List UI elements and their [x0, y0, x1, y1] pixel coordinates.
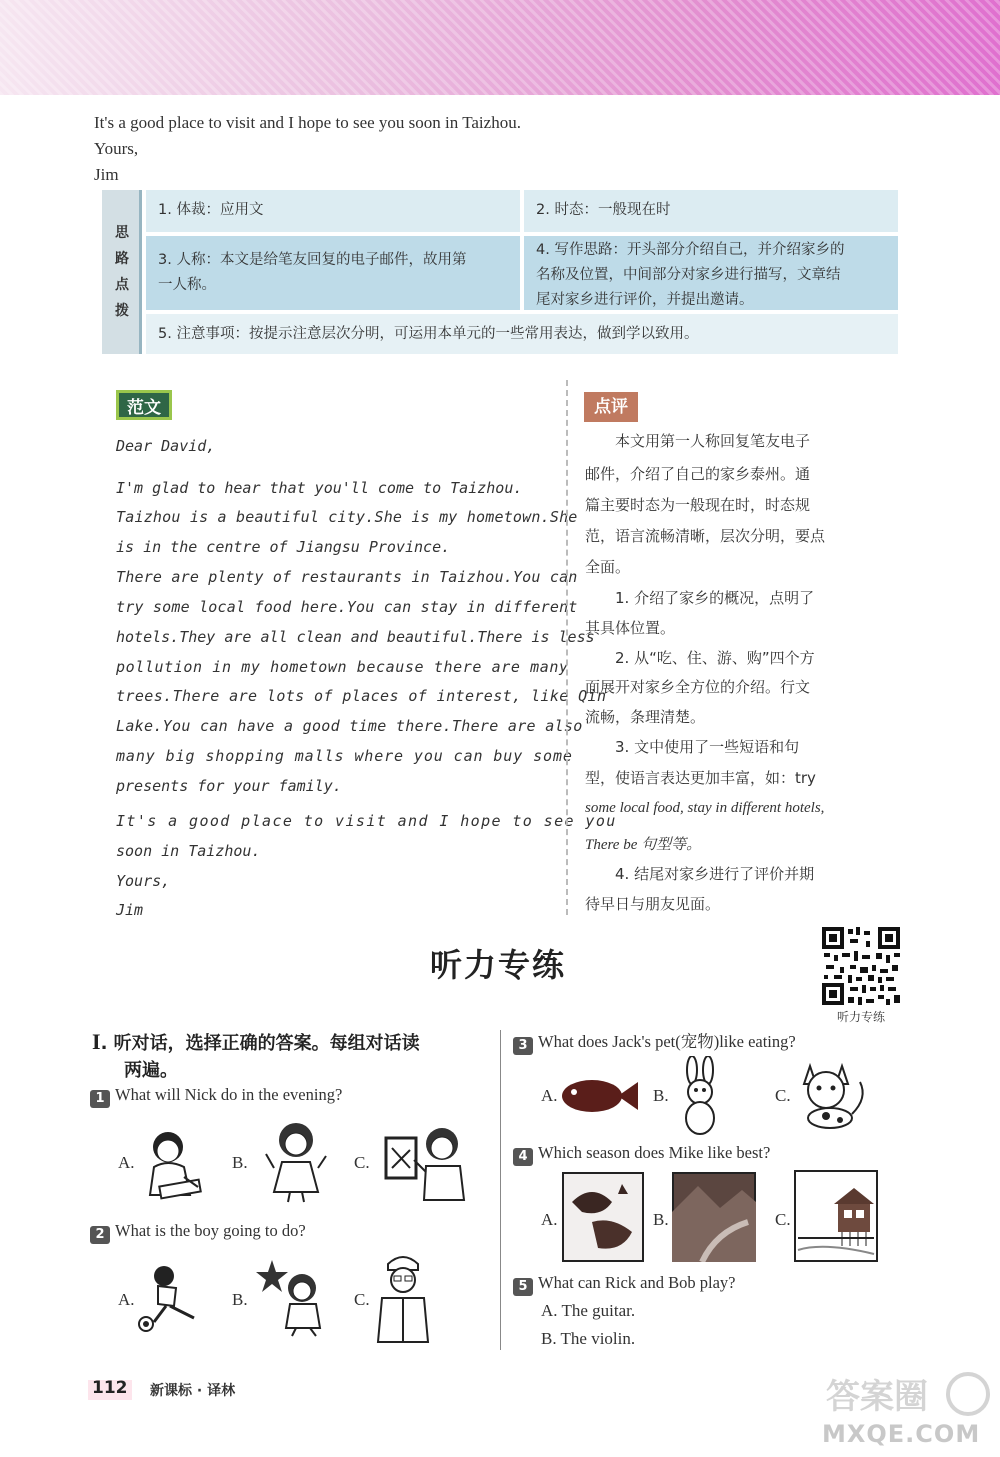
question-text: What will Nick do in the evening?: [115, 1085, 343, 1104]
essay-line: Lake.You can have a good time there.There are also: [116, 717, 583, 735]
tip-idea-line: 名称及位置，中间部分对家乡进行描写，文章结: [536, 267, 841, 283]
tip-note: 5. 注意事项：按提示注意层次分明，可运用本单元的一些常用表达，做到学以致用。: [146, 314, 898, 354]
essay-line: presents for your family.: [116, 777, 342, 795]
side-char: 思: [115, 225, 129, 241]
tip-genre: 1. 体裁：应用文: [146, 190, 520, 232]
question-number-badge: 1: [90, 1090, 110, 1108]
tip-tense: 2. 时态：一般现在时: [524, 190, 898, 232]
comment-line: 其具体位置。: [585, 619, 676, 637]
comment-line: 面展开对家乡全方位的介绍。行文: [585, 678, 811, 696]
column-divider: [566, 380, 568, 915]
question-text: What is the boy going to do?: [115, 1221, 306, 1240]
essay-line: pollution in my hometown because there are many: [116, 658, 569, 676]
comment-line: 4. 结尾对家乡进行了评价并期: [585, 865, 815, 883]
fish-picture: [560, 1074, 640, 1118]
side-char: 点: [115, 277, 129, 293]
top-decorative-band: [0, 0, 1000, 95]
question-number-badge: 3: [513, 1037, 533, 1055]
question-text: Which season does Mike like best?: [538, 1143, 771, 1162]
tip-idea-line: 尾对家乡进行评价，并提出邀请。: [536, 292, 754, 308]
option-label: A.: [541, 1210, 558, 1229]
option-label: C.: [354, 1290, 370, 1309]
comment-line: 型，使语言表达更加丰富，如：try: [585, 769, 816, 787]
watermark-text: MXQE.COM: [822, 1420, 981, 1448]
thinking-tips-box: [102, 190, 898, 354]
boy-writing-picture: [140, 1125, 212, 1205]
option-label: C.: [354, 1153, 370, 1172]
option-text: A. The guitar.: [541, 1301, 636, 1320]
question-text: What does Jack's pet(宠物)like eating?: [538, 1032, 796, 1051]
essay-line: Jim: [116, 901, 144, 919]
letter-tail-signature: Jim: [94, 165, 119, 184]
winter-house-picture: [794, 1170, 878, 1262]
section-title: [92, 1028, 492, 1084]
question-4: [513, 1143, 770, 1166]
comment-tag: 点评: [584, 392, 638, 422]
autumn-picture: [562, 1172, 644, 1262]
option-label: B.: [232, 1153, 248, 1172]
letter-tail-line: It's a good place to visit and I hope to see you soon in Taizhou.: [94, 113, 521, 132]
essay-line: Dear David,: [116, 437, 216, 455]
qr-code-icon[interactable]: [820, 925, 902, 1007]
page-number: 112: [92, 1378, 128, 1398]
book-series: 新课标 · 译林: [150, 1383, 236, 1399]
girl-with-star-picture: [256, 1258, 328, 1338]
option-label: B.: [653, 1210, 669, 1229]
girl-dancing-picture: [262, 1118, 330, 1204]
comment-line: 1. 介绍了家乡的概况，点明了: [585, 589, 815, 607]
mountain-river-picture: [672, 1172, 756, 1262]
comment-line: 范，语言流畅清晰，层次分明，要点: [585, 527, 826, 545]
question-number-badge: 4: [513, 1148, 533, 1166]
question-5: [513, 1273, 735, 1296]
model-essay-tag: 范文: [116, 390, 172, 420]
question-2: [90, 1221, 306, 1244]
essay-line: Taizhou is a beautiful city.She is my hometown.She: [116, 508, 578, 526]
question-3: [513, 1028, 796, 1055]
comment-line: 全面。: [585, 558, 631, 576]
comment-line: 3. 文中使用了一些短语和句: [585, 738, 800, 756]
side-char: 路: [115, 251, 129, 267]
comment-line: 篇主要时态为一般现在时，时态规: [585, 496, 811, 514]
essay-line: It's a good place to visit and I hope to see you: [116, 812, 617, 830]
essay-line: hotels.They are all clean and beautiful.There is less: [116, 628, 595, 646]
section-roman-numeral: I: [92, 1029, 101, 1054]
thinking-side-label: [102, 190, 142, 354]
doctor-picture: [372, 1250, 434, 1344]
question-1: [90, 1085, 342, 1108]
option-label: C.: [775, 1210, 791, 1229]
section-title-line: 两遍。: [124, 1060, 178, 1081]
tip-idea: [524, 236, 898, 310]
tip-idea-line: 4. 写作思路：开头部分介绍自己，并介绍家乡的: [536, 242, 845, 258]
essay-line: is in the centre of Jiangsu Province.: [116, 538, 451, 556]
question-number-badge: 2: [90, 1226, 110, 1244]
comment-line: 待早日与朋友见面。: [585, 895, 721, 913]
comment-line: 流畅，条理清楚。: [585, 708, 706, 726]
tip-person: [146, 236, 520, 310]
cat-picture: [796, 1058, 872, 1130]
listening-title: 听力专练: [429, 946, 566, 984]
comment-line: 2. 从“吃、住、游、购”四个方: [585, 649, 815, 667]
option-label: B.: [653, 1086, 669, 1105]
essay-line: many big shopping malls where you can buy some: [116, 747, 573, 765]
side-char: 拨: [115, 303, 129, 319]
rabbit-picture: [672, 1056, 728, 1138]
comment-line: There be 句型等。: [585, 837, 702, 853]
tip-person-line: 一人称。: [158, 277, 216, 293]
letter-tail: [94, 110, 521, 188]
essay-line: soon in Taizhou.: [116, 842, 261, 860]
comment-line: some local food, stay in different hotels,: [585, 800, 825, 816]
question-text: What can Rick and Bob play?: [538, 1273, 736, 1292]
option-label: C.: [775, 1086, 791, 1105]
option-label: B.: [232, 1290, 248, 1309]
letter-tail-closing: Yours,: [94, 139, 139, 158]
boy-painting-picture: [380, 1120, 472, 1204]
question-number-badge: 5: [513, 1278, 533, 1296]
qr-label: 听力专练: [836, 1010, 885, 1024]
listening-column-divider: [500, 1030, 501, 1350]
comment-line: 邮件，介绍了自己的家乡泰州。通: [585, 465, 811, 483]
essay-line: trees.There are lots of places of interest, like Qin: [116, 687, 607, 705]
watermark-logo-text: 答案圈: [826, 1377, 928, 1417]
comment-line: 本文用第一人称回复笔友电子: [585, 432, 811, 450]
option-label: A.: [118, 1153, 135, 1172]
tip-person-line: 3. 人称：本文是给笔友回复的电子邮件，故用第: [158, 252, 467, 268]
option-text: B. The violin.: [541, 1329, 636, 1348]
essay-line: Yours,: [116, 872, 171, 890]
option-label: A.: [541, 1086, 558, 1105]
essay-line: try some local food here.You can stay in different: [116, 598, 578, 616]
essay-line: There are plenty of restaurants in Taizhou.You can: [116, 568, 578, 586]
essay-line: I'm glad to hear that you'll come to Taizhou.: [116, 479, 523, 497]
boy-playing-football-picture: [136, 1262, 214, 1334]
section-title-line: . 听对话，选择正确的答案。每组对话读: [100, 1033, 420, 1054]
option-label: A.: [118, 1290, 135, 1309]
